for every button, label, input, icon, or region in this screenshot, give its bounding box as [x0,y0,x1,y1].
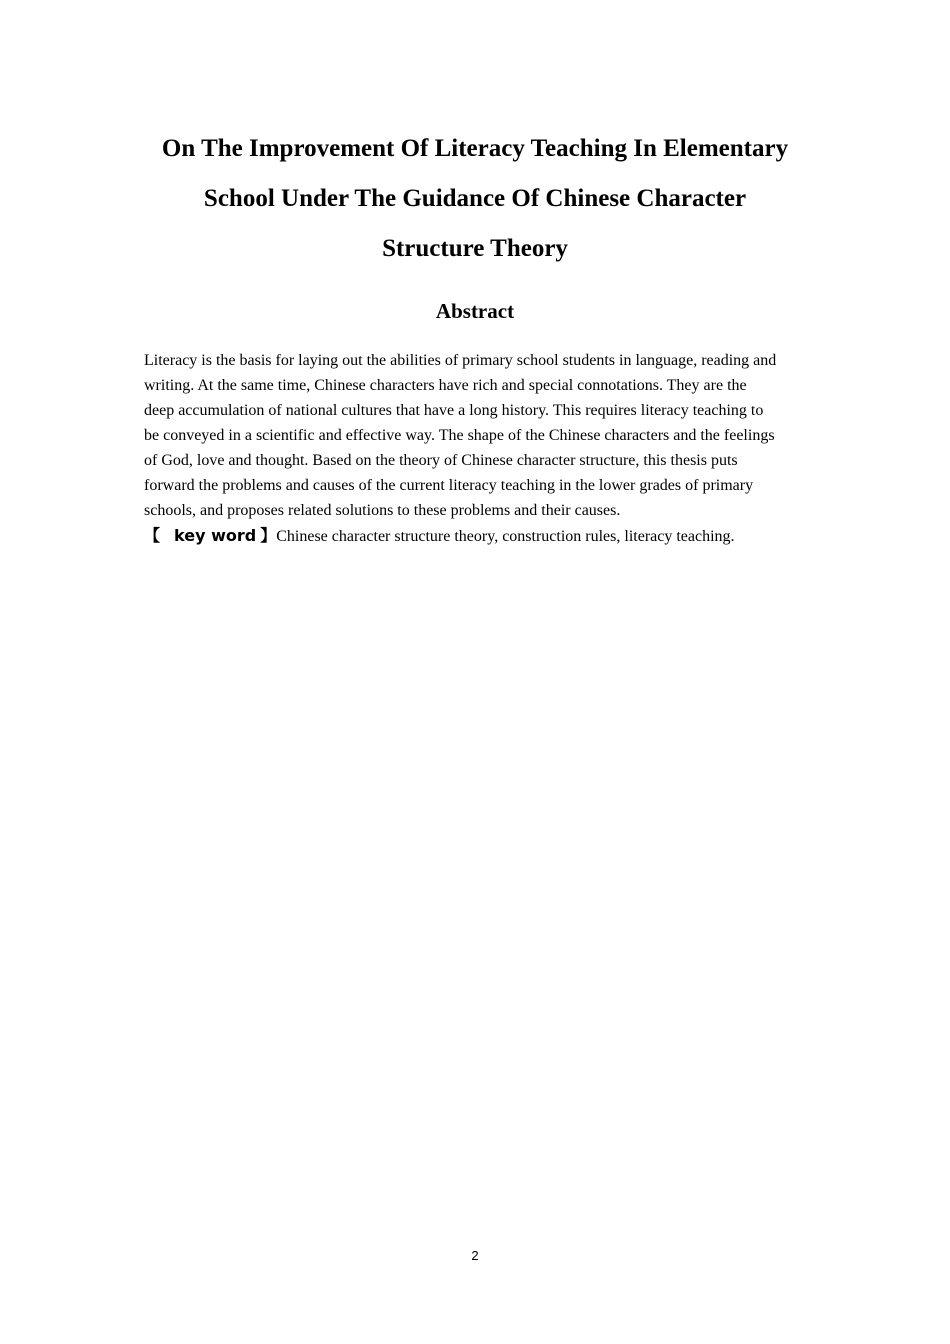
abstract-line: of God, love and thought. Based on the theory of Chinese character structure, this thesis puts [144,452,738,469]
title-line: School Under The Guidance Of Chinese Character [203,185,747,212]
abstract-line: writing. At the same time, Chinese characters have rich and special connotations. They are the [144,377,747,394]
abstract-line: be conveyed in a scientific and effective way. The shape of the Chinese characters and the feelings [144,427,775,444]
abstract-line: deep accumulation of national cultures that have a long history. This requires literacy teaching to [144,402,764,419]
title-line: On The Improvement Of Literacy Teaching In Elementary [161,135,789,162]
keywords-text: Chinese character structure theory, construction rules, literacy teaching. [276,528,735,545]
keywords-close-bracket: 】 [260,526,277,545]
abstract-line: schools, and proposes related solutions to these problems and their causes. [144,502,621,519]
keywords-label: key word [174,526,257,545]
abstract-line: forward the problems and causes of the current literacy teaching in the lower grades of primary [144,477,754,494]
keywords-line [144,523,806,549]
abstract-heading: Abstract [435,299,515,323]
keywords-open-bracket: 【 [144,526,161,545]
title-line: Structure Theory [382,235,568,262]
abstract-line: Literacy is the basis for laying out the abilities of primary school students in language, reading and [144,352,777,369]
paper-title [144,124,806,274]
abstract-body [144,348,812,523]
page-number: 2 [471,1248,479,1263]
